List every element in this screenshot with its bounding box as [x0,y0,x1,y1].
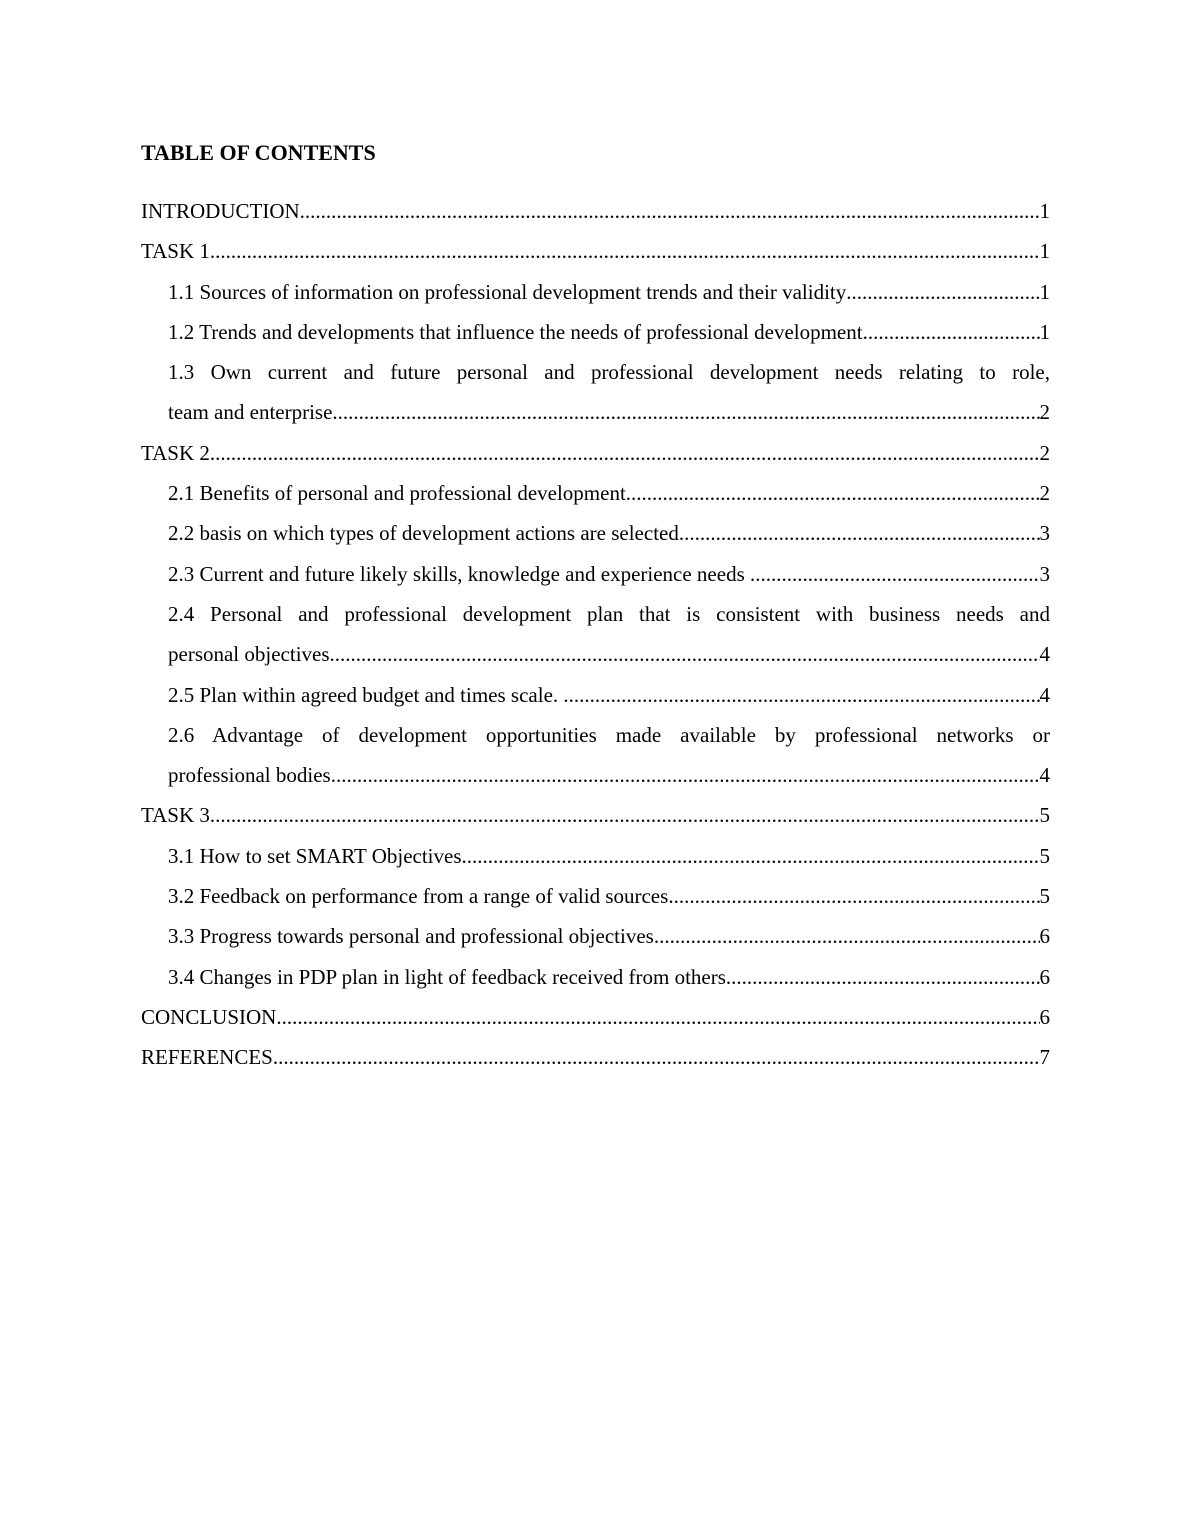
toc-entry-text: TASK 3 [141,803,210,828]
toc-title: TABLE OF CONTENTS [141,140,376,165]
dot-leader [863,312,1040,352]
toc-entry-wrapped-line: 1.3 Own current and future personal and professional development needs relating to role, [168,360,1050,385]
toc-entry-text: 2.3 Current and future likely skills, knowledge and experience needs [168,561,750,586]
toc-entry[interactable] [141,715,1050,796]
toc-entry[interactable] [141,957,1050,997]
dot-leader [276,997,1039,1037]
toc-page-number: 6 [1039,1004,1050,1029]
toc-page-number: 4 [1039,642,1050,667]
toc-entry[interactable] [141,876,1050,916]
toc-page-number: 3 [1039,561,1050,586]
toc-page-number: 3 [1039,521,1050,546]
toc-page-number: 1 [1039,279,1050,304]
toc-entry-text: REFERENCES [141,1045,273,1070]
toc-entries [141,191,1050,1078]
toc-page-number: 4 [1039,763,1050,788]
dot-leader [210,795,1040,835]
dot-leader [462,836,1040,876]
toc-entry[interactable] [141,1037,1050,1077]
dot-leader [331,755,1040,795]
dot-leader [300,191,1040,231]
dot-leader [679,513,1040,553]
toc-entry-text: 3.3 Progress towards personal and professional objectives [168,924,654,949]
toc-page-number: 2 [1039,440,1050,465]
dot-leader [726,957,1040,997]
dot-leader [626,473,1040,513]
toc-entry[interactable] [141,433,1050,473]
dot-leader [332,392,1039,432]
toc-page-number: 4 [1039,682,1050,707]
toc-entry[interactable] [141,513,1050,553]
dot-leader [210,433,1040,473]
toc-entry[interactable] [141,231,1050,271]
dot-leader [210,231,1040,271]
toc-page-number: 7 [1039,1045,1050,1070]
toc-entry-text: personal objectives [168,642,330,667]
toc-page-number: 2 [1039,400,1050,425]
toc-page-number: 1 [1039,199,1050,223]
toc-entry[interactable] [141,675,1050,715]
toc-page-number: 1 [1039,319,1050,344]
toc-entry[interactable] [141,352,1050,433]
toc-entry[interactable] [141,836,1050,876]
toc-entry-text: TASK 1 [141,239,210,264]
dot-leader [654,916,1040,956]
toc-entry-text: team and enterprise [168,400,333,425]
toc-entry-text: 3.1 How to set SMART Objectives [168,843,462,868]
toc-entry-text: 2.5 Plan within agreed budget and times scale. [168,682,564,707]
toc-entry[interactable] [141,272,1050,312]
dot-leader [273,1037,1040,1077]
toc-entry-text: 2.2 basis on which types of development actions are selected [168,521,679,546]
toc-page-number: 6 [1039,924,1050,949]
table-of-contents [141,139,1050,1078]
dot-leader [668,876,1039,916]
toc-entry-text: 3.4 Changes in PDP plan in light of feedback received from others [168,964,726,989]
toc-entry-wrapped-line: 2.4 Personal and professional development plan that is consistent with business needs and [168,601,1050,626]
toc-page-number: 2 [1039,481,1050,506]
toc-entry-wrapped-line: 2.6 Advantage of development opportunities made available by professional networks or [168,722,1050,747]
toc-page-number: 5 [1039,884,1050,909]
toc-entry[interactable] [141,554,1050,594]
toc-entry-text: TASK 2 [141,440,210,465]
toc-entry-text: 1.1 Sources of information on professional development trends and their validity [168,279,847,304]
toc-entry[interactable] [141,795,1050,835]
toc-entry-text: 3.2 Feedback on performance from a range of valid sources [168,884,669,909]
dot-leader [563,675,1039,715]
toc-entry-text: INTRODUCTION [141,199,300,223]
dot-leader [330,634,1040,674]
toc-entry-text: CONCLUSION [141,1004,277,1029]
toc-entry-text: professional bodies [168,763,331,788]
toc-entry-text: 2.1 Benefits of personal and professional development [168,481,626,506]
toc-entry[interactable] [141,594,1050,675]
dot-leader [846,272,1039,312]
toc-entry[interactable] [141,191,1050,231]
toc-page-number: 5 [1039,843,1050,868]
toc-entry[interactable] [141,312,1050,352]
toc-page-number: 5 [1039,803,1050,828]
dot-leader [750,554,1040,594]
toc-page-number: 6 [1039,964,1050,989]
toc-entry[interactable] [141,473,1050,513]
toc-entry[interactable] [141,997,1050,1037]
toc-page-number: 1 [1039,239,1050,264]
toc-entry[interactable] [141,916,1050,956]
toc-entry-text: 1.2 Trends and developments that influence the needs of professional development [168,319,863,344]
